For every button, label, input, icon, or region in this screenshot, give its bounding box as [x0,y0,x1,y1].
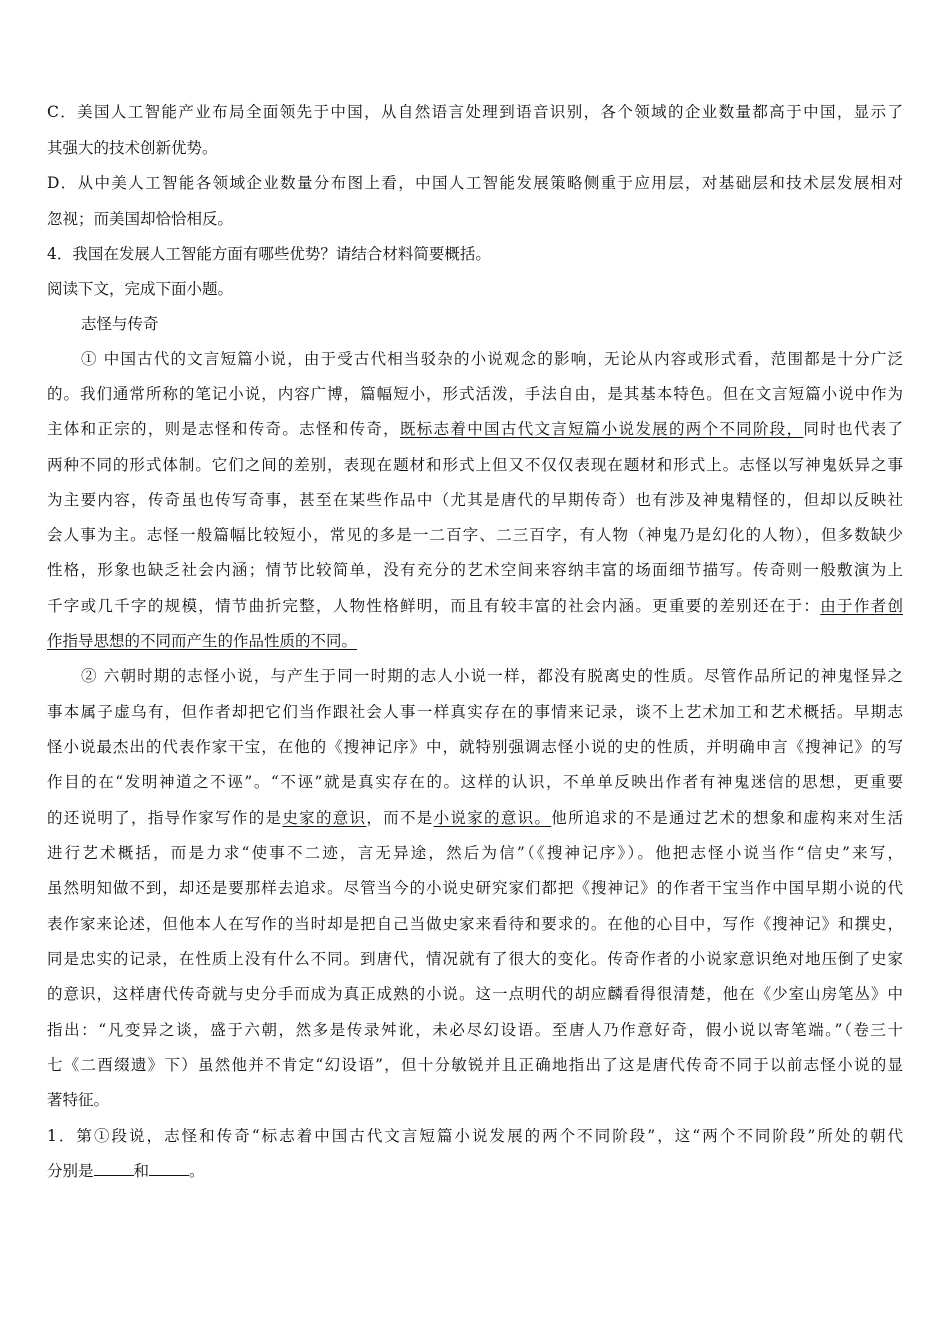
underlined-phrase: 作指导思想的不同而产生的作品性质的不同。 [47,632,358,650]
p2-line-5: 的还说明了，指导作家写作的是史家的意识，而不是小说家的意识。他所追求的不是通过艺术的想象和虚构来对生活 [47,809,903,827]
underlined-phrase: 由于作者创 [820,597,903,615]
p2-line-3: 怪小说最杰出的代表作家干宝，在他的《搜神记序》中，就特别强调志怪小说的史的性质，并明确申言《搜神记》的写 [47,738,903,756]
underlined-phrase: 既标志着中国古代文言短篇小说发展的两个不同阶段， [400,420,804,438]
p1-line-7: 性格，形象也缺乏社会内涵；情节比较简单，没有充分的艺术空间来容纳丰富的场面细节描写。传奇则一般敷演为上 [47,561,903,579]
p2-line-12: 七《二酉缀遗》下）虽然他并不肯定“幻设语”，但十分敏锐并且正确地指出了这是唐代传奇不同于以前志怪小说的显 [47,1056,903,1074]
p2-line-9: 同是忠实的记录，在性质上没有什么不同。到唐代，情况就有了很大的变化。传奇作者的小说家意识绝对地压倒了史家 [47,950,903,968]
p1-line-2: 的。我们通常所称的笔记小说，内容广博，篇幅短小，形式活泼，手法自由，是其基本特色。但在文言短篇小说中作为 [47,385,903,403]
p2-line-4: 作目的在“发明神道之不诬”。“不诬”就是真实存在的。这样的认识，不单单反映出作者有神鬼迷信的思想，更重要 [47,773,903,791]
underlined-phrase: 小说家的意识。 [433,809,552,827]
option-d-line-1: D．从中美人工智能各领域企业数量分布图上看，中国人工智能发展策略侧重于应用层，对基础层和技术层发展相对 [47,174,903,192]
option-c-line-1: C．美国人工智能产业布局全面领先于中国，从自然语言处理到语音识别，各个领域的企业数量都高于中国，显示了 [47,103,903,121]
p1-line-3: 主体和正宗的，则是志怪和传奇。志怪和传奇，既标志着中国古代文言短篇小说发展的两个不同阶段，同时也代表了 [47,420,903,438]
p1-line-8: 千字或几千字的规模，情节曲折完整，人物性格鲜明，而且有较丰富的社会内涵。更重要的差别还在于：由于作者创 [47,597,903,615]
answer-blank-1[interactable] [94,1161,134,1176]
underlined-phrase: 史家的意识 [282,809,367,827]
answer-blank-2[interactable] [149,1161,189,1176]
article-title: 志怪与传奇 [81,315,159,333]
question-4: 4．我国在发展人工智能方面有哪些优势？请结合材料简要概括。 [47,245,491,263]
p2-line-7: 虽然明知做不到，却还是要那样去追求。尽管当今的小说史研究家们都把《搜神记》的作者干宝当作中国早期小说的代 [47,879,903,897]
p2-line-10: 的意识，这样唐代传奇就与史分手而成为真正成熟的小说。这一点明代的胡应麟看得很清楚，他在《少室山房笔丛》中 [47,985,903,1003]
p1-line-5: 为主要内容，传奇虽也传写奇事，甚至在某些作品中（尤其是唐代的早期传奇）也有涉及神鬼精怪的，但却以反映社 [47,491,903,509]
question-1-line-1: 1．第①段说，志怪和传奇“标志着中国古代文言短篇小说发展的两个不同阶段”，这“两个不同阶段”所处的朝代 [47,1127,903,1145]
p2-line-8: 表作家来论述，但他本人在写作的当时却是把自己当做史家来看待和要求的。在他的心目中，写作《搜神记》和撰史， [47,915,903,933]
p2-line-1: ② 六朝时期的志怪小说，与产生于同一时期的志人小说一样，都没有脱离史的性质。尽管作品所记的神鬼怪异之 [81,667,903,685]
p2-line-6: 进行艺术概括，而是力求“使事不二迹，言无异途，然后为信”（《搜神记序》）。他把志怪小说当作“信史”来写， [47,844,903,862]
option-d-line-2: 忽视；而美国却恰恰相反。 [47,210,234,228]
p2-line-11: 指出：“凡变异之谈，盛于六朝，然多是传录舛讹，未必尽幻设语。至唐人乃作意好奇，假小说以寄笔端。”（卷三十 [47,1021,903,1039]
p1-line-4: 两种不同的形式体制。它们之间的差别，表现在题材和形式上但又不仅仅表现在题材和形式上。志怪以写神鬼妖异之事 [47,456,903,474]
option-c-line-2: 其强大的技术创新优势。 [47,139,218,157]
p1-line-1: ① 中国古代的文言短篇小说，由于受古代相当驳杂的小说观念的影响，无论从内容或形式看，范围都是十分广泛 [81,350,903,368]
p2-line-2: 事本属子虚乌有，但作者却把它们当作跟社会人事一样真实存在的事情来记录，谈不上艺术加工和艺术概括。早期志 [47,703,903,721]
p1-line-6: 会人事为主。志怪一般篇幅比较短小，常见的多是一二百字、二三百字，有人物（神鬼乃是幻化的人物），但多数缺少 [47,526,903,544]
p1-line-9 [47,630,903,652]
p2-line-13: 著特征。 [47,1091,110,1109]
question-1-line-2: 分别是 和 。 [47,1162,205,1180]
reading-instruction: 阅读下文，完成下面小题。 [47,280,234,298]
